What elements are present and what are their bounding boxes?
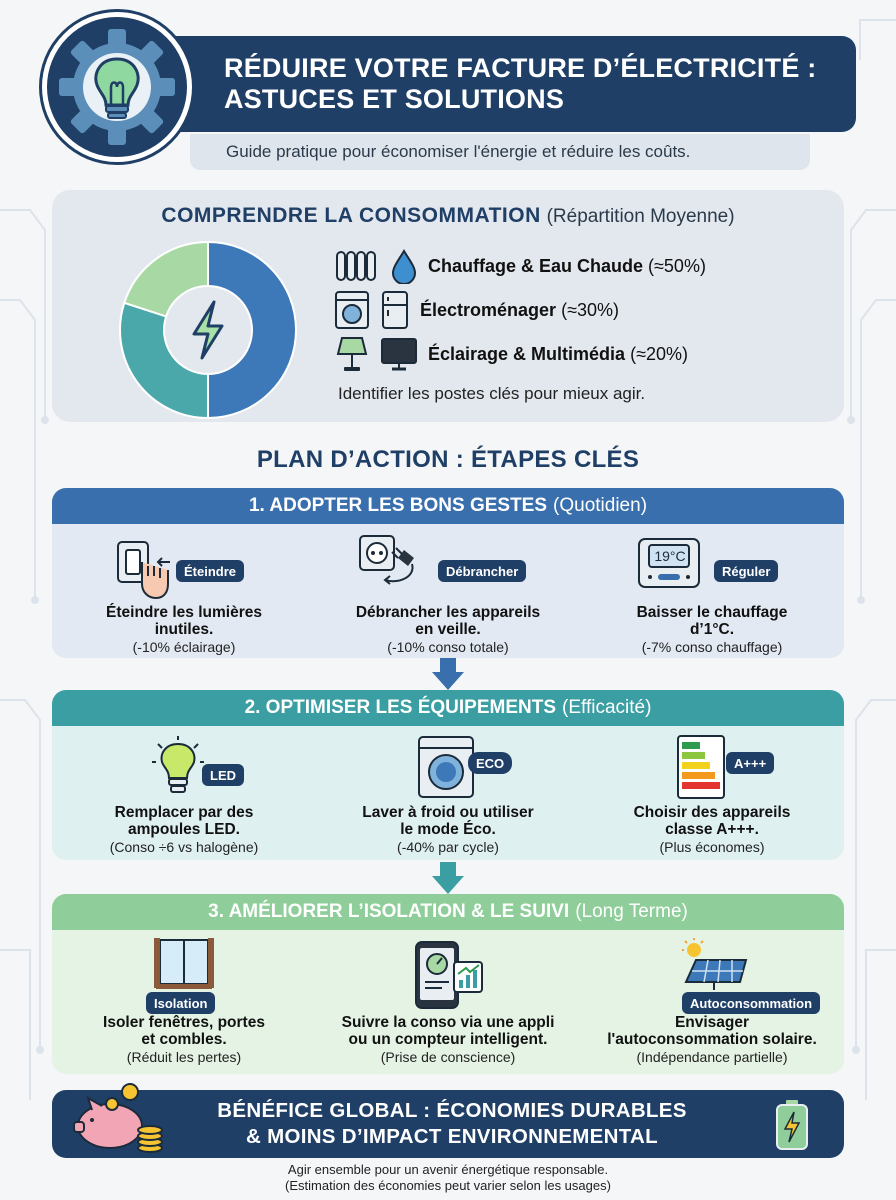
action-note: (-40% par cycle) xyxy=(397,839,499,855)
legend-row-lighting xyxy=(334,334,688,374)
consumption-donut-chart xyxy=(118,240,298,420)
action-main-text: Envisager l'autoconsommation solaire. xyxy=(607,1014,817,1048)
fridge-icon xyxy=(380,290,410,330)
consumption-note: Identifier les postes clés pour mieux agir. xyxy=(338,384,646,403)
water-drop-icon xyxy=(390,248,418,284)
solar-panel-icon xyxy=(676,936,752,992)
action-main-text: Laver à froid ou utiliser le mode Éco. xyxy=(362,804,534,838)
action-insulation xyxy=(52,936,316,1066)
unplug-socket-icon xyxy=(356,532,436,596)
smartphone-meter-icon xyxy=(412,940,486,1010)
badge-eteindre: Éteindre xyxy=(176,560,244,582)
lightbulb-gear-icon xyxy=(42,12,192,162)
badge-a-plus: A+++ xyxy=(726,752,774,774)
lamp-icon xyxy=(334,334,370,374)
legend-label-lighting: Éclairage & Multimédia (≈20%) xyxy=(428,343,688,364)
badge-debrancher: Débrancher xyxy=(438,560,526,582)
page-subtitle: Guide pratique pour économiser l'énergie et réduire les coûts. xyxy=(190,134,810,170)
badge-isolation: Isolation xyxy=(146,992,215,1014)
action-unplug xyxy=(316,532,580,656)
energy-label-icon xyxy=(676,734,726,800)
action-led xyxy=(52,732,316,856)
action-solar xyxy=(580,936,844,1066)
action-main-text: Remplacer par des ampoules LED. xyxy=(114,804,254,838)
led-bulb-icon xyxy=(150,734,206,800)
action-note: (Indépendance partielle) xyxy=(636,1049,788,1065)
plan-title: PLAN D’ACTION : ÉTAPES CLÉS xyxy=(256,446,640,473)
legend-row-appliances xyxy=(334,290,619,330)
action-note: (Réduit les pertes) xyxy=(126,1049,242,1065)
footer-title: BÉNÉFICE GLOBAL : ÉCONOMIES DURABLES & MOINS D’IMPACT ENVIRONNEMENTAL xyxy=(217,1099,687,1148)
footer-banner xyxy=(52,1090,844,1158)
window-icon xyxy=(152,936,216,992)
footer-note: Agir ensemble pour un avenir énergétique responsable. (Estimation des économies peut varier selon les usages) xyxy=(285,1162,611,1193)
step-1-header: 1. ADOPTER LES BONS GESTES (Quotidien) xyxy=(52,488,844,524)
page-title: RÉDUIRE VOTRE FACTURE D’ÉLECTRICITÉ : ASTUCES ET SOLUTIONS xyxy=(224,53,817,114)
action-main-text: Débrancher les appareils en veille. xyxy=(355,604,541,638)
step-2-header: 2. OPTIMISER LES ÉQUIPEMENTS (Efficacité) xyxy=(52,690,844,726)
header-bar xyxy=(172,36,856,132)
action-main-text: Suivre la conso via une appli ou un compteur intelligent. xyxy=(341,1014,555,1048)
step-3-header: 3. AMÉLIORER L’ISOLATION & LE SUIVI (Long Terme) xyxy=(52,894,844,930)
action-main-text: Baisser le chauffage d’1°C. xyxy=(636,604,788,638)
thermostat-display: 19°C xyxy=(654,548,686,564)
thermostat-icon xyxy=(636,536,702,592)
badge-led: LED xyxy=(202,764,244,786)
tv-icon xyxy=(380,336,418,372)
action-energy-class xyxy=(580,732,844,856)
light-switch-icon xyxy=(112,536,178,602)
piggy-bank-icon xyxy=(70,1082,166,1156)
consumption-panel xyxy=(52,190,844,422)
legend-row-heating xyxy=(334,246,706,286)
consumption-title: COMPRENDRE LA CONSOMMATION (Répartition Moyenne) xyxy=(161,204,735,227)
action-note: (-7% conso chauffage) xyxy=(641,639,783,655)
step-1-panel xyxy=(52,488,844,658)
action-eco-wash xyxy=(316,732,580,856)
action-note: (-10% éclairage) xyxy=(132,639,236,655)
step-2-panel xyxy=(52,690,844,860)
washing-machine-icon xyxy=(334,290,370,330)
badge-eco: ECO xyxy=(468,752,512,774)
step-3-panel xyxy=(52,894,844,1074)
battery-icon xyxy=(774,1098,810,1152)
washing-machine-icon xyxy=(416,734,476,800)
badge-autoconsommation: Autoconsommation xyxy=(682,992,820,1014)
action-smart-meter xyxy=(316,936,580,1066)
action-note: (Conso ÷6 vs halogène) xyxy=(109,839,259,855)
action-main-text: Isoler fenêtres, portes et combles. xyxy=(103,1014,265,1048)
radiator-icon xyxy=(334,248,380,284)
action-main-text: Choisir des appareils classe A+++. xyxy=(633,804,791,838)
action-note: (Plus économes) xyxy=(659,839,765,855)
legend-label-appliances: Électroménager (≈30%) xyxy=(420,299,619,320)
action-note: (-10% conso totale) xyxy=(387,639,509,655)
action-regulate xyxy=(580,532,844,656)
down-arrow-icon xyxy=(430,656,466,692)
action-main-text: Éteindre les lumières inutiles. xyxy=(106,604,262,638)
down-arrow-icon xyxy=(430,860,466,896)
action-switch-off xyxy=(52,532,316,656)
badge-reguler: Réguler xyxy=(714,560,778,582)
action-note: (Prise de conscience) xyxy=(380,1049,516,1065)
legend-label-heating: Chauffage & Eau Chaude (≈50%) xyxy=(428,255,706,276)
